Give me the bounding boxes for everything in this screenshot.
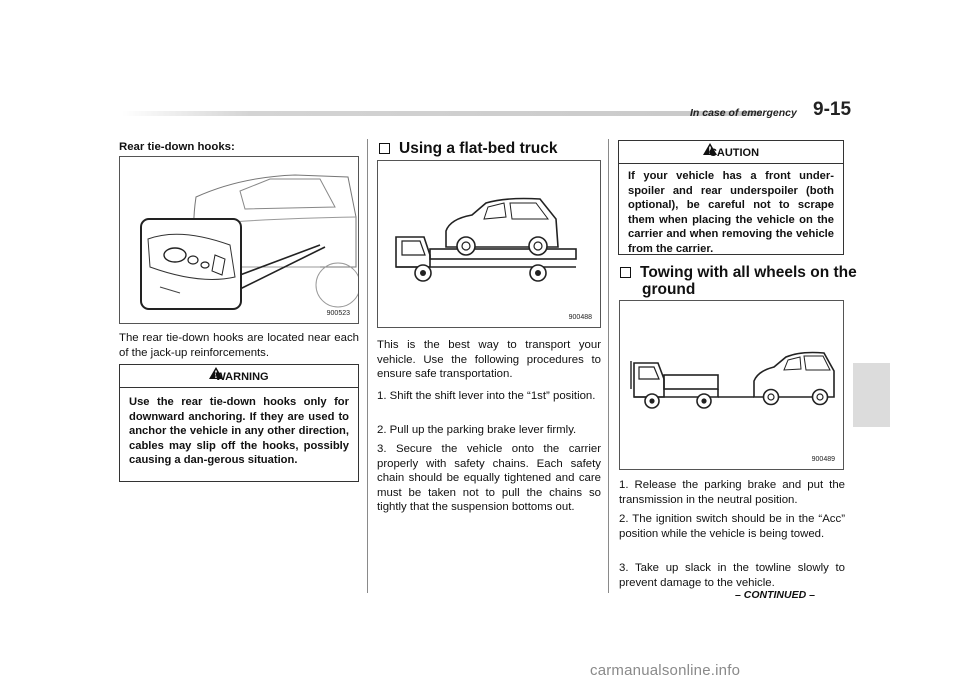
figure-rear-tie-down-hooks: [119, 156, 359, 324]
caution-header: [619, 141, 843, 164]
column-divider-right: [608, 139, 609, 593]
rear-hooks-description: The rear tie-down hooks are located near each of the jack-up reinforcements.: [119, 332, 359, 359]
watermark: carmanualsonline.info: [590, 662, 741, 679]
caution-title: CAUTION: [708, 147, 760, 159]
flat-bed-truck-illustration: [378, 161, 600, 327]
heading-towing-all-wheels: [620, 264, 857, 298]
figure-flat-bed-truck: [377, 160, 601, 328]
towing-step-2: 2. The ignition switch should be in the “Acc” position while the vehicle is being towed.: [619, 513, 845, 540]
chapter-tab: [853, 363, 890, 427]
section-square-icon: [379, 143, 390, 154]
figure-code: 900488: [568, 314, 592, 321]
warning-box: [119, 364, 359, 482]
towing-illustration: [620, 301, 843, 469]
caution-text: If your vehicle has a front under-spoiler and rear underspoiler (both optional), be careful not to scrape them when placing the vehicle on the carrier and when removing the vehicle from the carrier.: [628, 170, 834, 255]
flat-bed-step-2: 2. Pull up the parking brake lever firmly.: [377, 424, 577, 436]
section-title: In case of emergency: [690, 107, 797, 119]
flat-bed-step-1: 1. Shift the shift lever into the “1st” position.: [377, 390, 596, 402]
figure-code: 900523: [326, 310, 350, 317]
heading-text: Using a flat-bed truck: [399, 140, 558, 157]
subhead-rear-tie-down: Rear tie-down hooks:: [119, 141, 235, 153]
rear-tie-down-illustration: [120, 157, 358, 323]
warning-title: WARNING: [215, 371, 269, 383]
heading-flat-bed-truck: [379, 140, 557, 157]
continued-marker: – CONTINUED –: [735, 589, 815, 601]
heading-line-1: Towing with all wheels on the: [640, 264, 857, 281]
towing-step-1: 1. Release the parking brake and put the transmission in the neutral position.: [619, 479, 845, 506]
header-rule: [122, 111, 762, 116]
towing-step-3: 3. Take up slack in the towline slowly to prevent damage to the vehicle.: [619, 562, 845, 589]
flat-bed-step-3: 3. Secure the vehicle onto the carrier properly with safety chains. Each safety chain should be equally tightened and care must be taken not to pull the chains so tightly that the suspension bottoms out.: [377, 443, 601, 514]
heading-line-2: ground: [642, 281, 696, 298]
warning-text: Use the rear tie-down hooks only for downward anchoring. If they are used to anchor the vehicle in any other direction, cables may slip off the hooks, possibly causing a dan-gerous situation.: [129, 396, 349, 467]
flat-bed-intro: This is the best way to transport your vehicle. Use the following procedures to ensure safe transportation.: [377, 339, 601, 381]
figure-code: 900489: [811, 456, 835, 463]
warning-header: [120, 365, 358, 388]
caution-box: [618, 140, 844, 255]
column-divider-left: [367, 139, 368, 593]
page-number: 9-15: [813, 99, 852, 120]
figure-towing-all-wheels: [619, 300, 844, 470]
section-square-icon: [620, 267, 631, 278]
